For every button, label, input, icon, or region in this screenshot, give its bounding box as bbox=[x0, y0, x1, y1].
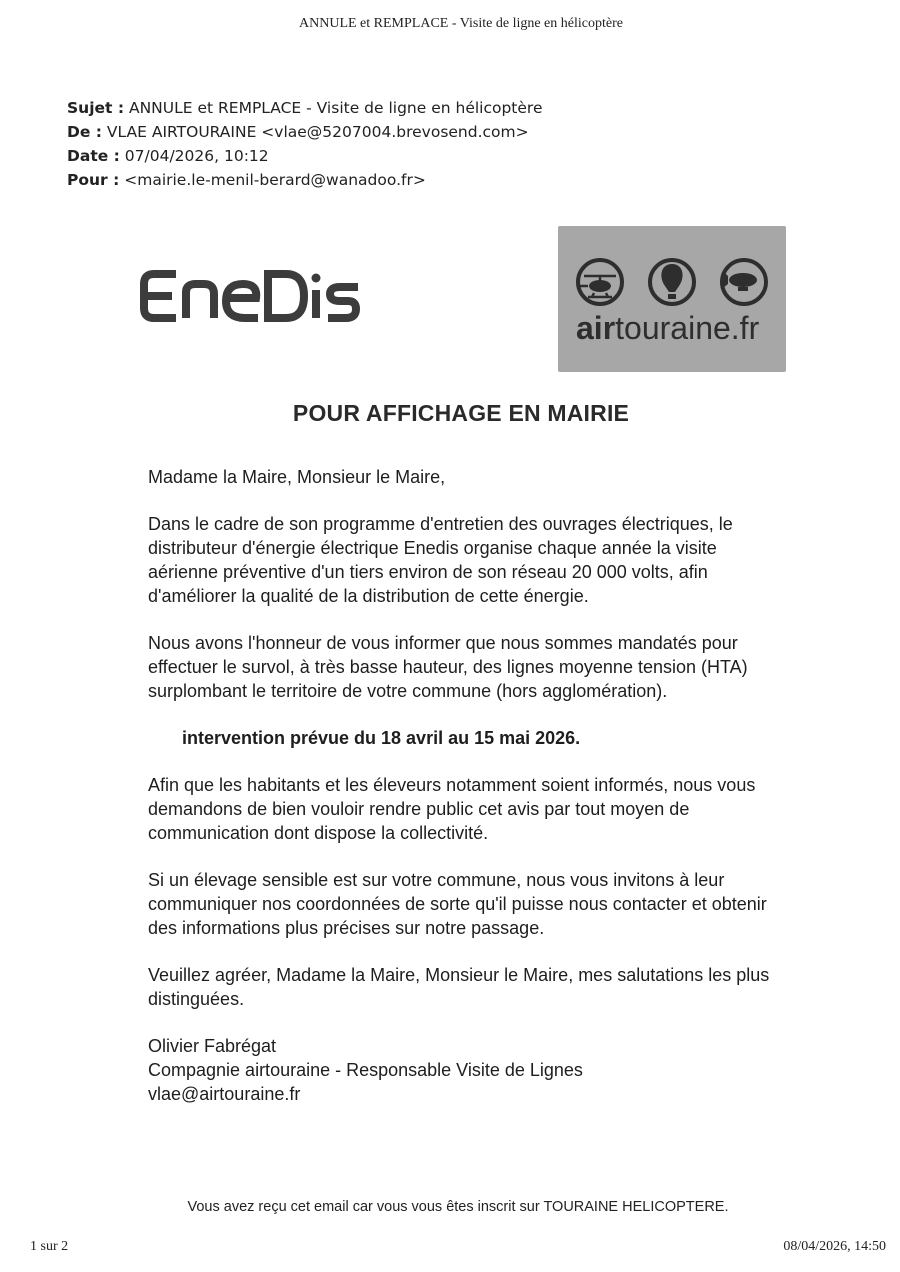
signature-block bbox=[148, 1034, 788, 1106]
airtouraine-wordmark-suffix: touraine.fr bbox=[615, 310, 760, 346]
footer-note: Vous avez reçu cet email car vous vous êtes inscrit sur TOURAINE HELICOPTERE. bbox=[187, 1199, 729, 1215]
from-label: De : bbox=[67, 123, 102, 141]
document-title: POUR AFFICHAGE EN MAIRIE bbox=[292, 400, 630, 426]
email-to: <mairie.le-menil-berard@wanadoo.fr> bbox=[124, 171, 426, 189]
email-date-row bbox=[67, 144, 543, 168]
page-number: 1 sur 2 bbox=[30, 1239, 69, 1254]
enedis-logo bbox=[140, 270, 362, 322]
print-datetime: 08/04/2026, 14:50 bbox=[783, 1239, 886, 1254]
email-from-row bbox=[67, 120, 543, 144]
signature-role: Compagnie airtouraine - Responsable Visite de Lignes bbox=[148, 1060, 583, 1080]
letter-body bbox=[148, 465, 788, 1106]
signature-email[interactable]: vlae@airtouraine.fr bbox=[148, 1084, 301, 1104]
helicopter-icon bbox=[578, 260, 622, 304]
paragraph-survol: Nous avons l'honneur de vous informer que nous sommes mandatés pour effectuer le survol, à très basse hauteur, des lignes moyenne tension (HTA) surplombant le territoire de votre commune (hors agglomération). bbox=[148, 633, 748, 701]
airtouraine-wordmark-prefix: air bbox=[576, 310, 616, 346]
airship-icon bbox=[722, 260, 766, 304]
to-label: Pour : bbox=[67, 171, 120, 189]
signature-name: Olivier Fabrégat bbox=[148, 1036, 277, 1056]
airtouraine-wordmark bbox=[576, 310, 759, 347]
hot-air-balloon-icon bbox=[650, 260, 694, 304]
paragraph-programme: Dans le cadre de son programme d'entretien des ouvrages électriques, le distributeur d'énergie électrique Enedis organise chaque année la visite aérienne préventive d'un tiers environ de son réseau 20 000 volts, afin d'améliorer la qualité de la distribution de cette énergie. bbox=[148, 514, 733, 606]
subject-label: Sujet : bbox=[67, 99, 125, 117]
email-to-row bbox=[67, 168, 543, 192]
print-header: ANNULE et REMPLACE - Visite de ligne en hélicoptère bbox=[299, 16, 623, 31]
email-subject-row bbox=[67, 96, 543, 120]
intervention-dates: intervention prévue du 18 avril au 15 mai 2026. bbox=[182, 728, 581, 748]
salutation: Madame la Maire, Monsieur le Maire, bbox=[148, 467, 446, 487]
email-subject: ANNULE et REMPLACE - Visite de ligne en hélicoptère bbox=[128, 99, 543, 117]
paragraph-elevage: Si un élevage sensible est sur votre commune, nous vous invitons à leur communiquer nos coordonnées de sorte qu'il puisse nous contacter et obtenir des informations plus précises sur notre passage. bbox=[148, 870, 767, 938]
paragraph-information: Afin que les habitants et les éleveurs notamment soient informés, nous vous demandons de bien vouloir rendre public cet avis par tout moyen de communication dont dispose la collectivité. bbox=[148, 775, 756, 843]
email-date: 07/04/2026, 10:12 bbox=[124, 147, 269, 165]
email-from: VLAE AIRTOURAINE <vlae@5207004.brevosend.com> bbox=[106, 123, 529, 141]
airtouraine-logo bbox=[558, 226, 786, 372]
date-label: Date : bbox=[67, 147, 120, 165]
closing-formula: Veuillez agréer, Madame la Maire, Monsieur le Maire, mes salutations les plus distinguées. bbox=[148, 965, 770, 1009]
email-metadata bbox=[67, 96, 543, 192]
